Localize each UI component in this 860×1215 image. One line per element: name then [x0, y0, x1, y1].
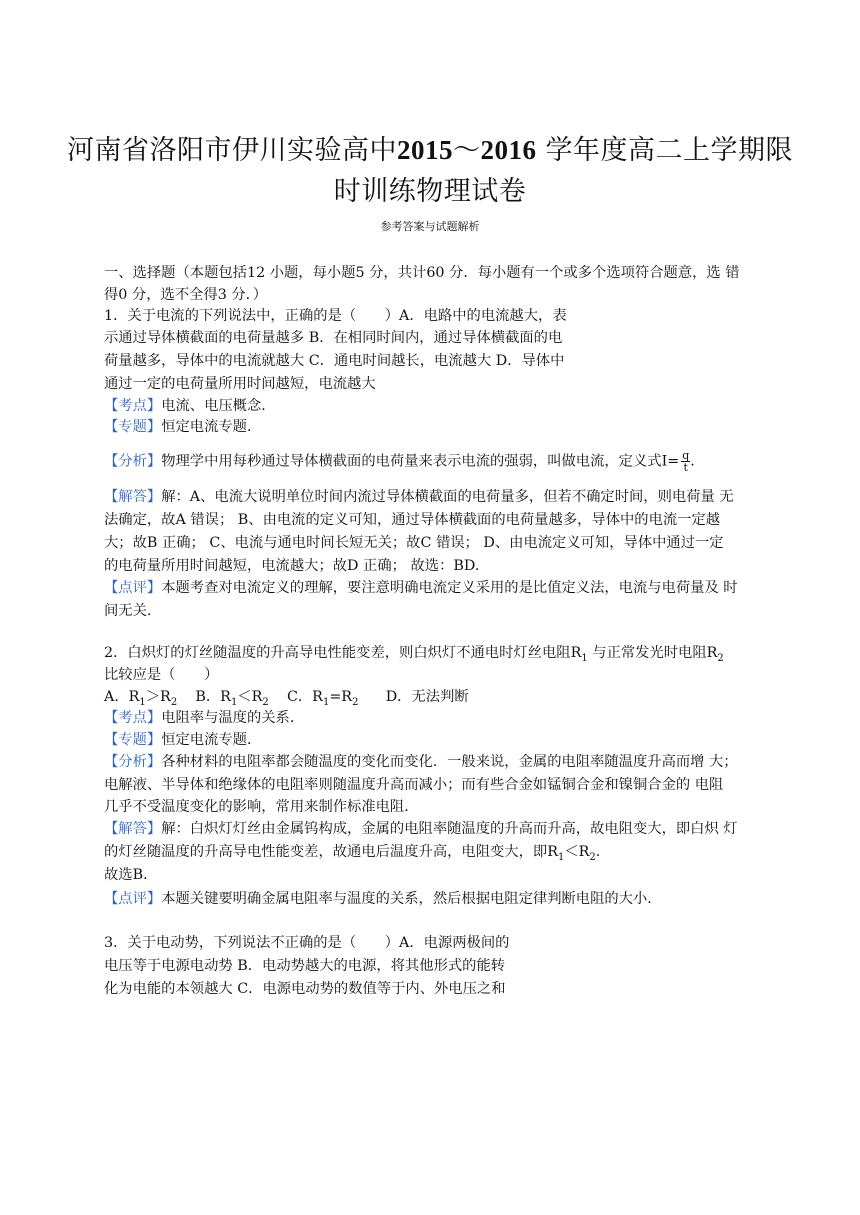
q2-fenxi [104, 751, 738, 773]
fenxi-tag: 【分析】 [104, 453, 162, 470]
q2-stem-line: 比较应是（ ） [104, 667, 219, 683]
jieda-text: 解：A、电流大说明单位时间内流过导体横截面的电荷量多，但若不确定时间，则电荷量 无 [161, 489, 734, 505]
q1-fenxi [104, 450, 695, 473]
fenxi-tag: 【分析】 [104, 754, 162, 770]
q1-dianping [104, 577, 738, 599]
q1-stem-line: 通过一定的电荷量所用时间越短，电流越大 [104, 376, 376, 392]
subscript: 2 [352, 696, 359, 708]
frac-denominator: t [683, 461, 688, 474]
section-instructions-line1: 一、选择题（本题包括12 小题，每小题5 分，共计60 分．每小题有一个或多个选项符合题意，选 错 [104, 265, 740, 281]
dianping-text: 本题考查对电流定义的理解，要注意明确电流定义采用的是比值定义法，电流与电荷量及 时 [161, 580, 738, 596]
q1-stem-line: 1．关于电流的下列说法中，正确的是（ ）A．电路中的电流越大，表 [104, 308, 567, 324]
subscript: 2 [262, 696, 269, 708]
option-b: B．R [177, 689, 231, 705]
title-year-end: 2016 [480, 135, 537, 165]
fenxi-end: . [690, 453, 695, 470]
subscript: 1 [230, 696, 238, 708]
option-b: ＜R [237, 689, 263, 705]
q1-jieda-line: 的电荷量所用时间越短，电流越大；故D 正确； 故选：BD. [104, 558, 480, 574]
kaodian-tag: 【考点】 [104, 398, 162, 414]
q2-fenxi-line: 电解液、半导体和绝缘体的电阻率则随温度升高而减小；而有些合金如锰铜合金和镍铜合金的 电阻 [104, 777, 724, 793]
zhuanti-tag: 【专题】 [104, 419, 162, 435]
subtitle: 参考答案与试题解析 [380, 220, 480, 233]
subscript: 2 [717, 652, 724, 664]
option-d: D．无法判断 [358, 689, 469, 705]
option-c: C．R [268, 689, 323, 705]
jieda-text: 的灯丝随温度的升高导电性能变差，故通电后温度升高，电阻变大，即R [104, 844, 558, 860]
q2-text: 与正常发光时电阻R [587, 645, 718, 661]
jieda-tag: 【解答】 [104, 489, 162, 505]
title-year-start: 2015 [396, 135, 453, 165]
option-a: A．R [104, 689, 140, 705]
subscript: 2 [589, 851, 596, 863]
q1-jieda-line: 法确定，故A 错误； B、由电流的定义可知，通过导体横截面的电荷量越多，导体中的电流一定越 [104, 512, 721, 528]
title-text: 河南省洛阳市伊川实验高中 [66, 135, 397, 166]
subscript: 2 [170, 696, 178, 708]
dianping-tag: 【点评】 [104, 891, 162, 907]
subscript: 1 [581, 652, 588, 664]
title-tilde: ～ [452, 135, 481, 166]
dianping-tag: 【点评】 [104, 580, 162, 596]
zhuanti-tag: 【专题】 [104, 732, 162, 748]
frac-numerator: q [682, 449, 690, 462]
kaodian-text: 电阻率与温度的关系． [161, 710, 305, 726]
kaodian-text: 电流、电压概念． [161, 398, 276, 414]
jieda-text: . [595, 844, 601, 860]
page-title-line2: 时训练物理试卷 [333, 176, 527, 207]
q2-text: 2．白炽灯的灯丝随温度的升高导电性能变差，则白炽灯不通电时灯丝电阻R [104, 645, 582, 661]
option-c: =R [329, 689, 353, 705]
q1-stem-line: 荷量越多，导体中的电流就越大 C．通电时间越长，电流越大 D．导体中 [104, 353, 565, 369]
q2-jieda [104, 818, 738, 840]
q1-kaodian [104, 395, 276, 417]
q2-fenxi-line: 几乎不受温度变化的影响，常用来制作标准电阻． [104, 799, 419, 815]
q2-jieda-line: 故选B． [104, 867, 158, 883]
zhuanti-text: 恒定电流专题． [161, 732, 262, 748]
q2-zhuanti [104, 729, 261, 751]
q2-kaodian [104, 707, 304, 729]
subscript: 1 [557, 851, 565, 863]
q1-zhuanti [104, 416, 261, 438]
dianping-text: 本题关键要明确金属电阻率与温度的关系，然后根据电阻定律判断电阻的大小． [161, 891, 662, 907]
q3-stem-line: 电压等于电源电动势 B．电动势越大的电源，将其他形式的能转 [104, 958, 506, 974]
q1-stem-line: 示通过导体横截面的电荷量越多 B．在相同时间内，通过导体横截面的电 [104, 330, 563, 346]
subscript: 1 [139, 696, 146, 708]
fenxi-text: 各种材料的电阻率都会随温度的变化而变化．一般来说，金属的电阻率随温度升高而增 大； [161, 754, 738, 770]
q1-jieda [104, 486, 734, 508]
title-text-2: 学年度高二上学期限 [536, 135, 794, 166]
kaodian-tag: 【考点】 [104, 710, 162, 726]
q2-jieda-line [104, 841, 600, 869]
q1-dianping-line: 间无关. [104, 603, 152, 619]
q1-jieda-line: 大；故B 正确； C、电流与通电时间长短无关；故C 错误； D、由电流定义可知，导体中通过一定 [104, 535, 724, 551]
q2-dianping [104, 888, 662, 910]
page-title [40, 128, 820, 173]
zhuanti-text: 恒定电流专题． [161, 419, 262, 435]
jieda-text: 解：白炽灯灯丝由金属钨构成，金属的电阻率随温度的升高而升高，故电阻变大，即白炽 灯 [161, 821, 738, 837]
option-a: ＞R [145, 689, 171, 705]
q3-stem-line: 3．关于电动势，下列说法不正确的是（ ）A．电源两极间的 [104, 935, 510, 951]
jieda-text: ＜R [564, 844, 590, 860]
section-instructions-line2: 得0 分，选不全得3 分．） [104, 287, 268, 303]
q3-stem-line: 化为电能的本领越大 C．电源电动势的数值等于内、外电压之和 [104, 981, 506, 997]
jieda-tag: 【解答】 [104, 821, 162, 837]
fraction-q-over-t [681, 450, 690, 473]
fenxi-text: 物理学中用每秒通过导体横截面的电荷量来表示电流的强弱，叫做电流，定义式I= [161, 453, 680, 470]
subscript: 1 [322, 696, 330, 708]
